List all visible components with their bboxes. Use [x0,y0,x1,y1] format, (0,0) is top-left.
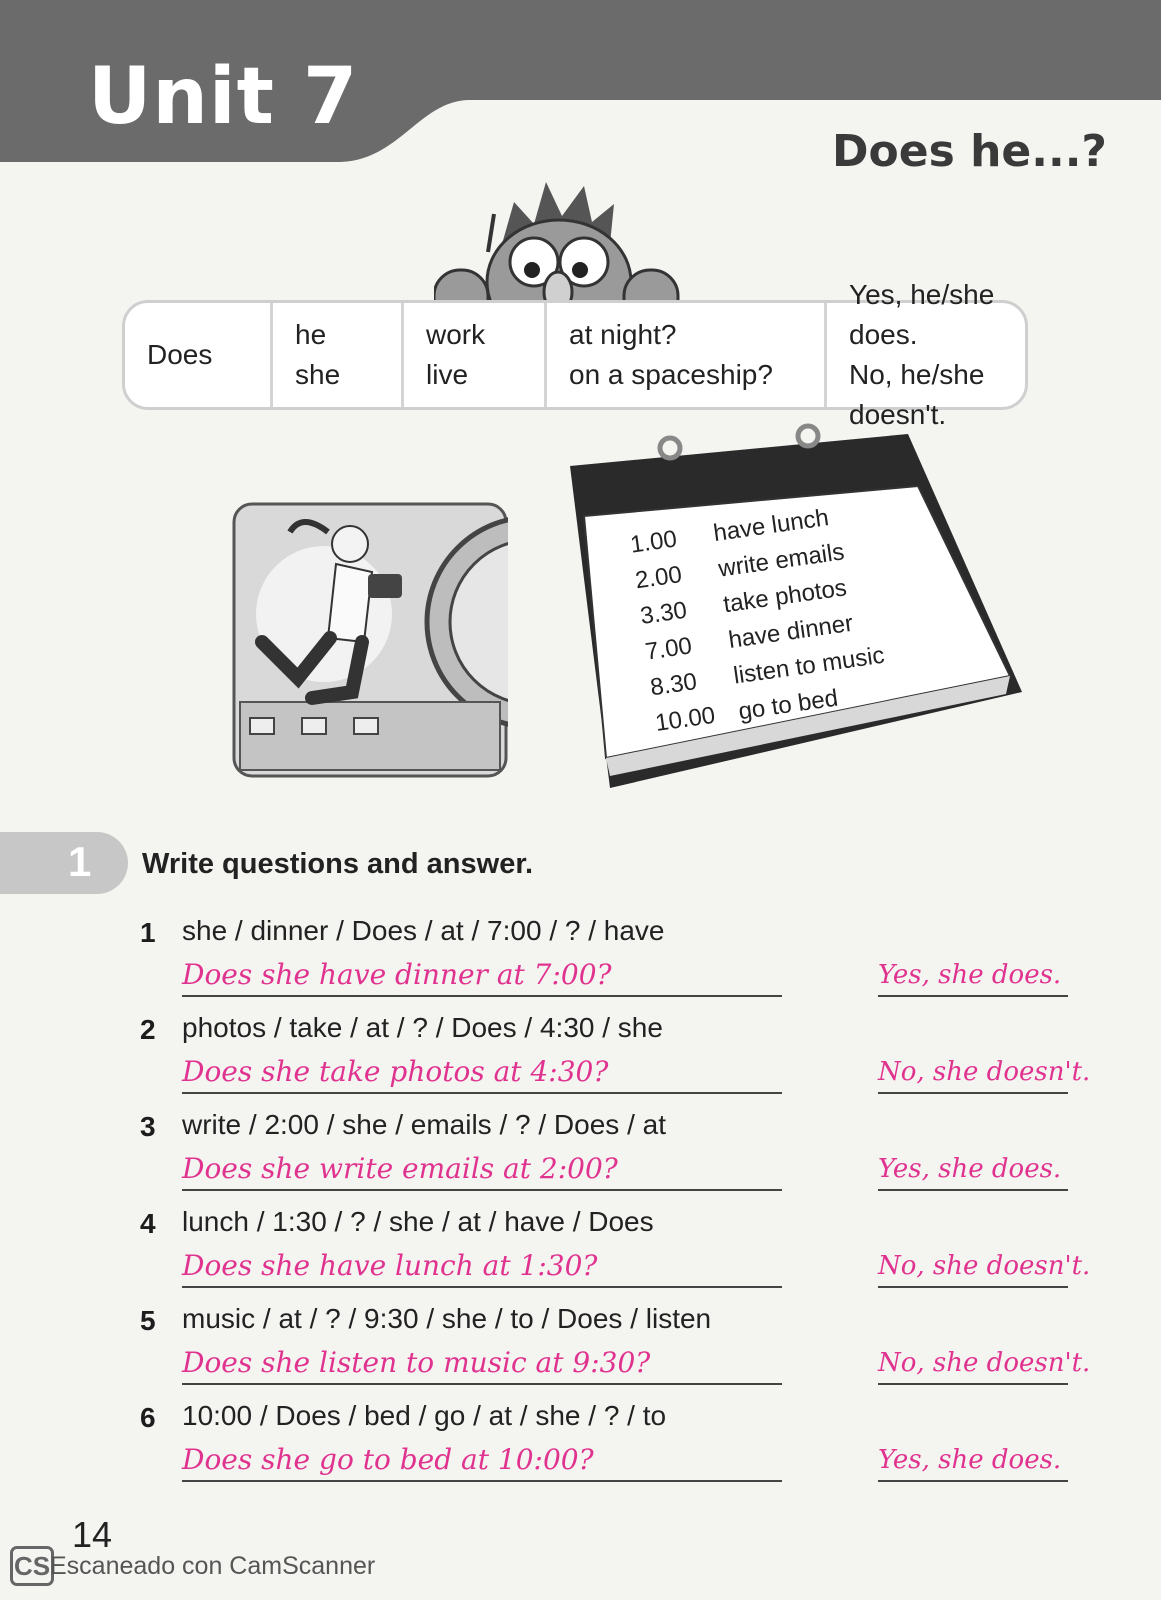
grammar-cell: Does [147,339,213,370]
grammar-col-short-answers [827,279,1025,430]
question-answer-line[interactable]: Does she have lunch at 1:30? [182,1246,782,1288]
schedule-activity: have lunch [711,504,831,548]
schedule-time: 1.00 [628,525,679,559]
schedule-time: 8.30 [648,668,699,702]
scrambled-prompt: 10:00 / Does / bed / go / at / she / ? / to [182,1400,667,1431]
page-number: 14 [72,1514,113,1555]
scrambled-prompt: she / dinner / Does / at / 7:00 / ? / have [182,915,665,946]
scanner-watermark: Escaneado con CamScanner [50,1552,376,1580]
grammar-cell: he [295,319,327,350]
grammar-col-verb [404,303,547,407]
exercise-list [138,915,1098,1497]
scrambled-prompt: write / 2:00 / she / emails / ? / Does / at [182,1109,666,1140]
item-number: 1 [140,917,156,948]
grammar-col-subject [273,303,404,407]
grammar-col-auxiliary [125,303,273,407]
scrambled-prompt: music / at / ? / 9:30 / she / to / Does / listen [182,1303,712,1334]
question-answer-line[interactable]: Does she listen to music at 9:30? [182,1343,782,1385]
grammar-cell: she [295,359,341,390]
grammar-table [122,279,1028,430]
schedule-activity: write emails [716,538,846,583]
daily-schedule [628,482,985,742]
grammar-cell: on a spaceship? [569,359,773,390]
short-answer-line[interactable]: Yes, she does. [878,1440,1068,1482]
question-answer-line[interactable]: Does she have dinner at 7:00? [182,955,782,997]
exercise-item [138,915,1098,1012]
short-answer-line[interactable]: No, she doesn't. [878,1343,1068,1385]
short-answer-line[interactable]: No, she doesn't. [878,1246,1068,1288]
schedule-time: 3.30 [638,596,689,630]
grammar-cell: live [426,359,469,390]
scrambled-prompt: lunch / 1:30 / ? / she / at / have / Does [182,1206,654,1237]
grammar-cell: work [426,319,486,350]
scrambled-prompt: photos / take / at / ? / Does / 4:30 / she [182,1012,663,1043]
camscanner-logo-icon: CS [10,1546,54,1586]
short-answer-line[interactable]: Yes, she does. [878,955,1068,997]
item-number: 3 [140,1111,156,1142]
item-number: 4 [140,1208,156,1239]
schedule-activity: have dinner [726,609,855,654]
grammar-cell: at night? [569,319,677,350]
exercise-item [138,1303,1098,1400]
grammar-col-complement [547,303,827,407]
grammar-cell: No, he/she doesn't. [849,359,985,430]
short-answer-line[interactable]: No, she doesn't. [878,1052,1068,1094]
exercise-instruction: Write questions and answer. [142,848,534,880]
astronaut-girl-illustration [232,502,508,778]
exercise-item [138,1109,1098,1206]
item-number: 5 [140,1305,156,1336]
schedule-activity: go to bed [736,684,840,726]
schedule-time: 7.00 [643,632,694,666]
question-answer-line[interactable]: Does she go to bed at 10:00? [182,1440,782,1482]
schedule-time: 10.00 [653,701,717,737]
exercise-number: 1 [68,838,92,885]
item-number: 2 [140,1014,156,1045]
grammar-cell: Yes, he/she does. [849,279,995,350]
schedule-activity: listen to music [731,641,887,690]
item-number: 6 [140,1402,156,1433]
exercise-item [138,1012,1098,1109]
schedule-activity: take photos [721,574,849,619]
exercise-item [138,1400,1098,1497]
short-answer-line[interactable]: Yes, she does. [878,1149,1068,1191]
question-answer-line[interactable]: Does she write emails at 2:00? [182,1149,782,1191]
schedule-time: 2.00 [633,561,684,595]
page-subtitle: Does he...? [832,126,1107,177]
exercise-number-tab [0,832,128,894]
unit-title: Unit 7 [88,52,359,142]
question-answer-line[interactable]: Does she take photos at 4:30? [182,1052,782,1094]
exercise-item [138,1206,1098,1303]
